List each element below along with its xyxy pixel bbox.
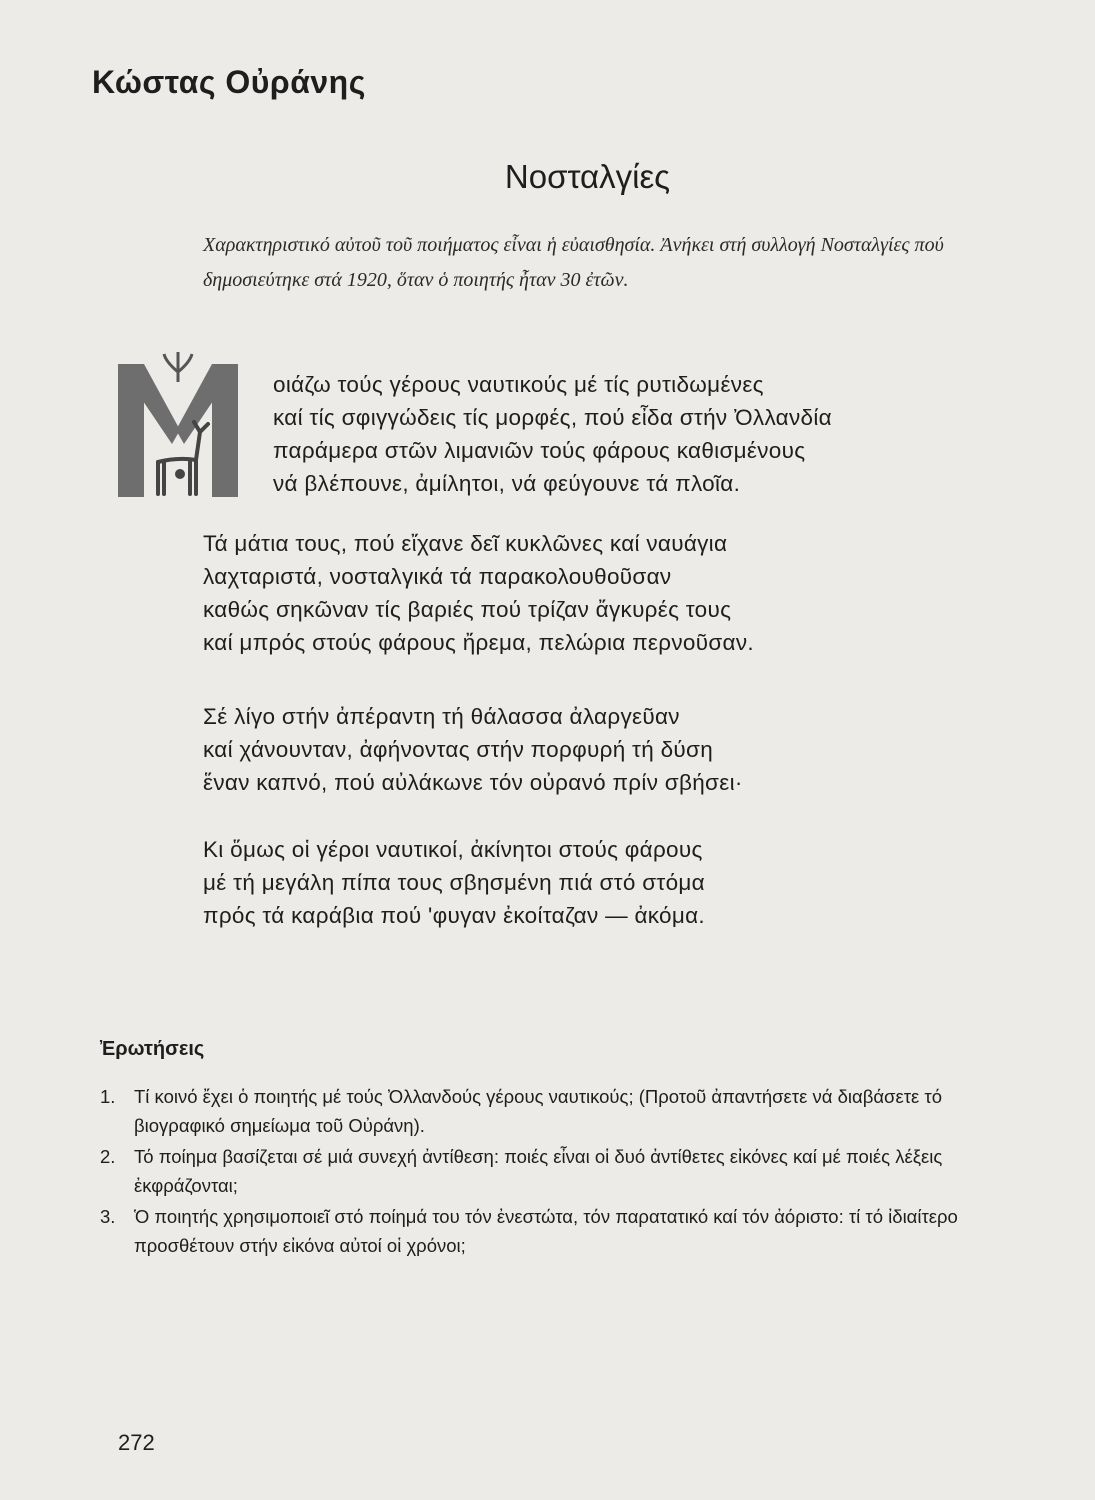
- question-item: [100, 1142, 1020, 1200]
- question-number: 1.: [100, 1086, 116, 1107]
- verse-line: καθώς σηκῶναν τίς βαριές πού τρίζαν ἄγκυρές τους: [203, 597, 732, 622]
- question-number: 3.: [100, 1206, 116, 1227]
- verse-line: νά βλέπουνε, ἀμίλητοι, νά φεύγουνε τά πλοῖα.: [273, 471, 741, 496]
- question-item: [100, 1202, 1020, 1260]
- verse-line: μέ τή μεγάλη πίπα τους σβησμένη πιά στό στόμα: [203, 870, 705, 895]
- verse-line: καί τίς σφιγγώδεις τίς μορφές, πού εἶδα στήν Ὀλλανδία: [273, 405, 832, 430]
- questions-list: [100, 1082, 1020, 1262]
- question-item: [100, 1082, 1020, 1140]
- verse-line: ἕναν καπνό, πού αὐλάκωνε τόν οὐρανό πρίν σβήσει·: [203, 770, 743, 795]
- question-text: Τί κοινό ἔχει ὁ ποιητής μέ τούς Ὀλλανδούς γέρους ναυτικούς; (Προτοῦ ἀπαντήσετε νά διαβάσετε τό βιογραφικό σημείωμα τοῦ Οὐράνη).: [134, 1086, 942, 1136]
- verse-line: καί χάνουνταν, ἀφήνοντας στήν πορφυρή τή δύση: [203, 737, 714, 762]
- stanza-3: [203, 700, 743, 799]
- verse-line: καί μπρός στούς φάρους ἤρεμα, πελώρια περνοῦσαν.: [203, 630, 754, 655]
- stanza-1: [273, 368, 832, 500]
- question-text: Τό ποίημα βασίζεται σέ μιά συνεχή ἀντίθεση: ποιές εἶναι οἱ δυό ἀντίθετες εἰκόνες καί μέ ποιές λέξεις ἐκφράζονται;: [134, 1146, 943, 1196]
- poem-title: Νοσταλγίες: [504, 158, 671, 195]
- intro-paragraph: [203, 228, 1003, 298]
- question-number: 2.: [100, 1146, 116, 1167]
- verse-line: Κι ὅμως οἱ γέροι ναυτικοί, ἀκίνητοι στούς φάρους: [203, 837, 703, 862]
- verse-line: πρός τά καράβια πού 'φυγαν ἐκοίταζαν — ἀκόμα.: [203, 903, 705, 928]
- decorative-drop-cap-m: [118, 352, 238, 497]
- stanza-4: [203, 833, 705, 932]
- verse-line: παράμερα στῶν λιμανιῶν τούς φάρους καθισμένους: [273, 438, 806, 463]
- verse-line: λαχταριστά, νοσταλγικά τά παρακολουθοῦσαν: [203, 564, 672, 589]
- questions-heading: Ἐρωτήσεις: [100, 1038, 205, 1060]
- verse-line: οιάζω τούς γέρους ναυτικούς μέ τίς ρυτιδωμένες: [273, 372, 764, 397]
- stanza-2: [203, 527, 754, 659]
- page-number: 272: [118, 1430, 155, 1455]
- author-name: Κώστας Οὐράνης: [92, 64, 366, 100]
- question-text: Ὁ ποιητής χρησιμοποιεῖ στό ποίημά του τόν ἐνεστώτα, τόν παρατατικό καί τόν ἀόριστο: τί τό ἰδιαίτερο προσθέτουν στήν εἰκόνα αὐτοί οἱ χρόνοι;: [134, 1206, 958, 1256]
- verse-line: Σέ λίγο στήν ἀπέραντη τή θάλασσα ἀλαργεῦαν: [203, 704, 680, 729]
- intro-text: Χαρακτηριστικό αὐτοῦ τοῦ ποιήματος εἶναι ἡ εὐαισθησία. Ἀνήκει στή συλλογή Νοσταλγίες πού δημοσιεύτηκε στά 1920, ὅταν ὁ ποιητής ἦταν 30 ἐτῶν.: [203, 234, 944, 291]
- verse-line: Τά μάτια τους, πού εἴχανε δεῖ κυκλῶνες καί ναυάγια: [203, 531, 728, 556]
